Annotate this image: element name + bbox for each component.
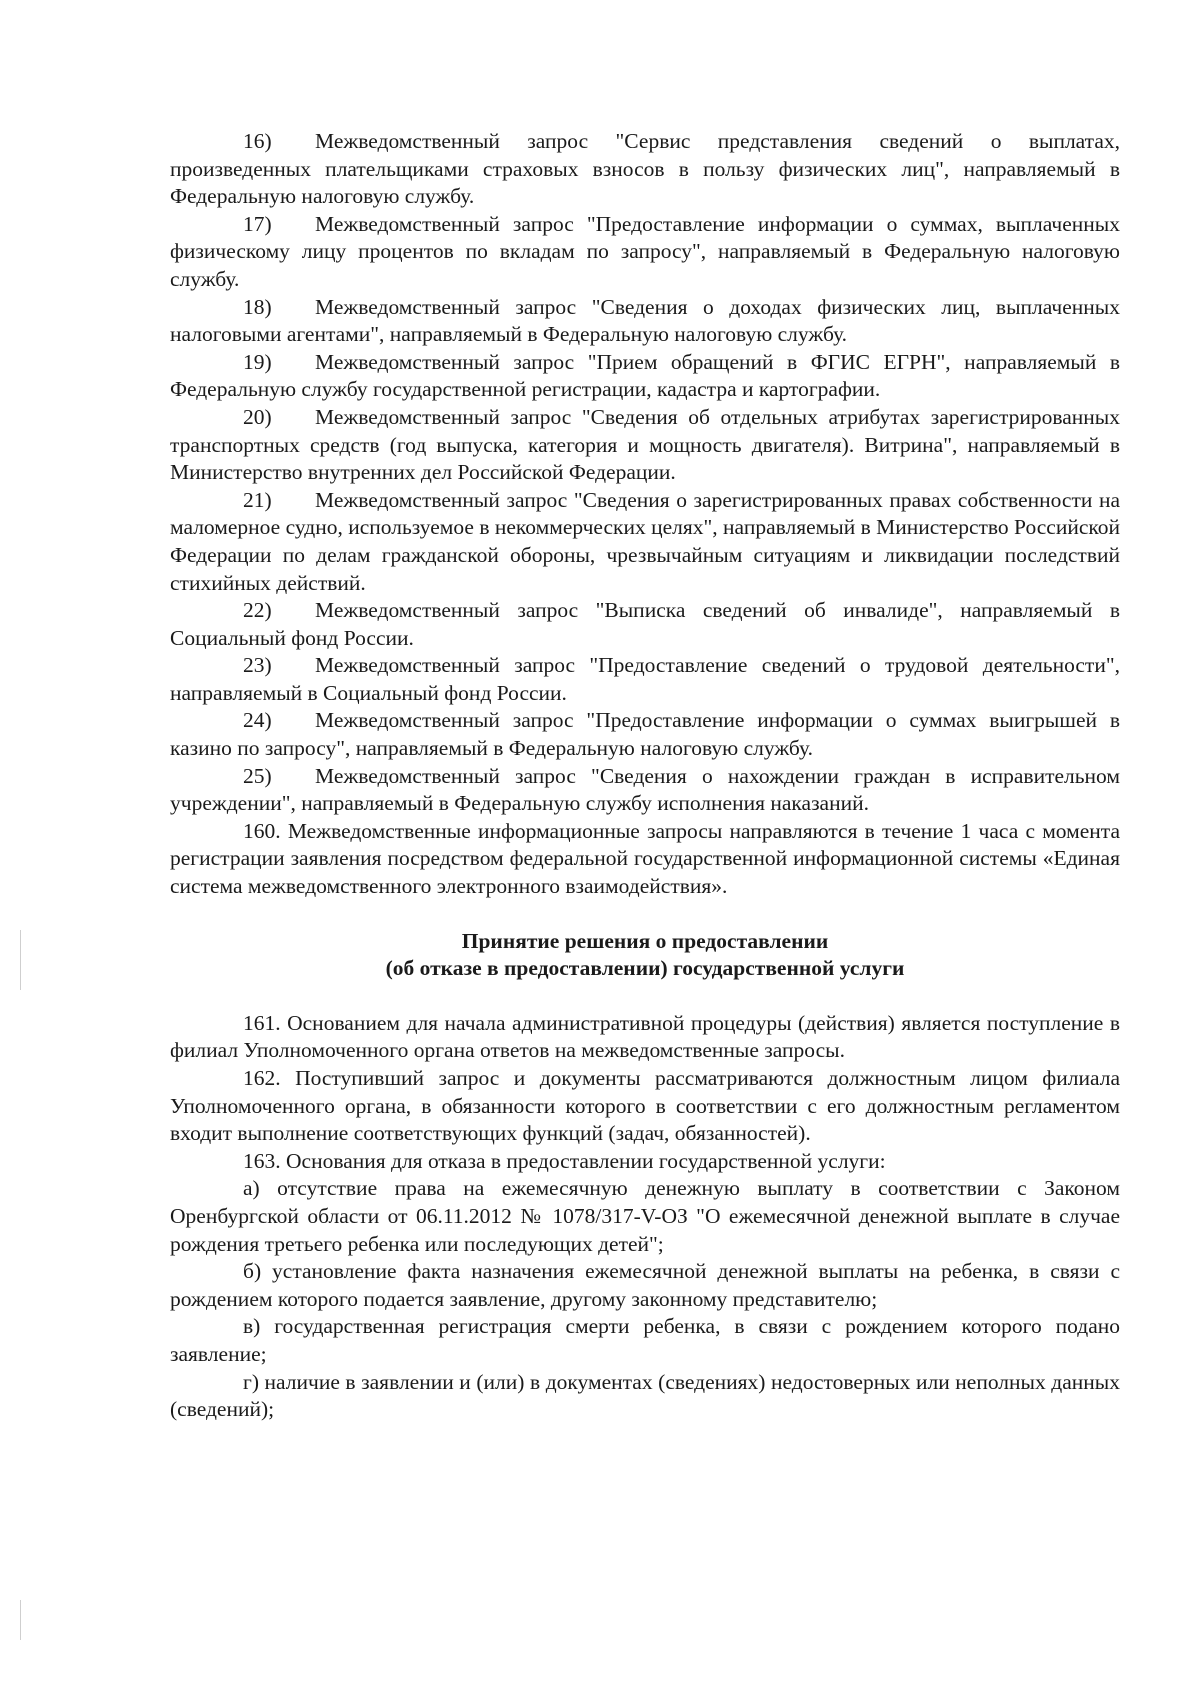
subitem-a: а) отсутствие права на ежемесячную денежную выплату в соответствии с Законом Оренбургской области от 06.11.2012 № 1078/317-V-ОЗ "О ежемесячной денежной выплате в случае рождения третьего ребенка или последующих детей"; <box>170 1176 1120 1256</box>
item-number: 19) <box>243 349 272 374</box>
item-text: Межведомственный запрос "Сведения о доходах физических лиц, выплаченных налоговыми агентами", направляемый в Федеральную налоговую службу. <box>170 294 1120 347</box>
item-text: Межведомственный запрос "Сведения об отдельных атрибутах зарегистрированных транспортных средств (год выпуска, категория и мощность двигателя). Витрина", направляемый в Министерство внутренних дел Российской Федерации. <box>170 404 1120 485</box>
list-item-22 <box>170 597 1120 652</box>
item-text: Межведомственный запрос "Предоставление информации о суммах, выплаченных физическому лицу процентов по вкладам по запросу", направляемый в Федеральную налоговую службу. <box>170 211 1120 291</box>
item-number: 22) <box>243 598 272 623</box>
item-number: 20) <box>243 404 272 429</box>
scan-margin-mark <box>20 1600 21 1640</box>
item-text: Межведомственный запрос "Прием обращений в ФГИС ЕГРН", направляемый в Федеральную службу государственной регистрации, кадастра и картографии. <box>170 349 1120 402</box>
item-text: Межведомственный запрос "Сведения о зарегистрированных правах собственности на маломерное судно, используемое в некоммерческих целях", направляемый в Министерство Российской Федерации по делам гражданской обороны, чрезвычайным ситуациям и ликвидации последствий стихийных действий. <box>170 487 1120 595</box>
subitem-b: б) установление факта назначения ежемесячной денежной выплаты на ребенка, в связи с рождением которого подается заявление, другому законному представителю; <box>170 1259 1120 1311</box>
list-item-19 <box>170 349 1120 404</box>
item-number: 17) <box>243 211 272 236</box>
item-text: Межведомственный запрос "Сервис представления сведений о выплатах, произведенных плательщиками страховых взносов в пользу физических лиц", направляемый в Федеральную налоговую службу. <box>170 129 1120 209</box>
paragraph-162: 162. Поступивший запрос и документы рассматриваются должностным лицом филиала Уполномоченного органа, в обязанности которого в соответствии с его должностным регламентом входит выполнение соответствующих функций (задач, обязанностей). <box>170 1066 1120 1146</box>
document-body <box>170 128 1120 1424</box>
item-text: Межведомственный запрос "Предоставление информации о суммах выигрышей в казино по запросу", направляемый в Федеральную налоговую службу. <box>170 708 1120 761</box>
list-item-16 <box>170 128 1120 211</box>
subitem-g: г) наличие в заявлении и (или) в документах (сведениях) недостоверных или неполных данных (сведений); <box>170 1369 1120 1422</box>
item-text: Межведомственный запрос "Сведения о нахождении граждан в исправительном учреждении", направляемый в Федеральную службу исполнения наказаний. <box>170 763 1120 816</box>
item-number: 21) <box>243 487 272 512</box>
item-number: 16) <box>243 129 272 153</box>
paragraph-160: 160. Межведомственные информационные запросы направляются в течение 1 часа с момента регистрации заявления посредством федеральной государственной информационной системы «Единая система межведомственного электронного взаимодействия». <box>170 818 1120 899</box>
item-text: Межведомственный запрос "Предоставление сведений о трудовой деятельности", направляемый в Социальный фонд России. <box>170 653 1120 705</box>
section-heading-line-1: Принятие решения о предоставлении <box>461 928 829 953</box>
scan-margin-mark <box>20 930 21 990</box>
item-text: Межведомственный запрос "Выписка сведений об инвалиде", направляемый в Социальный фонд России. <box>170 598 1120 650</box>
list-item-21 <box>170 487 1120 597</box>
item-number: 24) <box>243 708 272 733</box>
list-item-23 <box>170 652 1120 707</box>
list-item-25 <box>170 763 1120 818</box>
list-item-20 <box>170 404 1120 487</box>
item-number: 25) <box>243 763 272 788</box>
spacer <box>170 901 1120 928</box>
paragraph-163: 163. Основания для отказа в предоставлении государственной услуги: <box>243 1148 886 1173</box>
list-item-24 <box>170 707 1120 762</box>
item-number: 23) <box>243 653 272 678</box>
section-heading-line-2: (об отказе в предоставлении) государственной услуги <box>385 956 905 981</box>
item-number: 18) <box>243 294 272 319</box>
paragraph-161: 161. Основанием для начала административной процедуры (действия) является поступление в филиал Уполномоченного органа ответов на межведомственные запросы. <box>170 1010 1120 1063</box>
list-item-17 <box>170 211 1120 294</box>
subitem-v: в) государственная регистрация смерти ребенка, в связи с рождением которого подано заявление; <box>170 1314 1120 1366</box>
spacer <box>170 983 1120 1010</box>
list-item-18 <box>170 294 1120 349</box>
